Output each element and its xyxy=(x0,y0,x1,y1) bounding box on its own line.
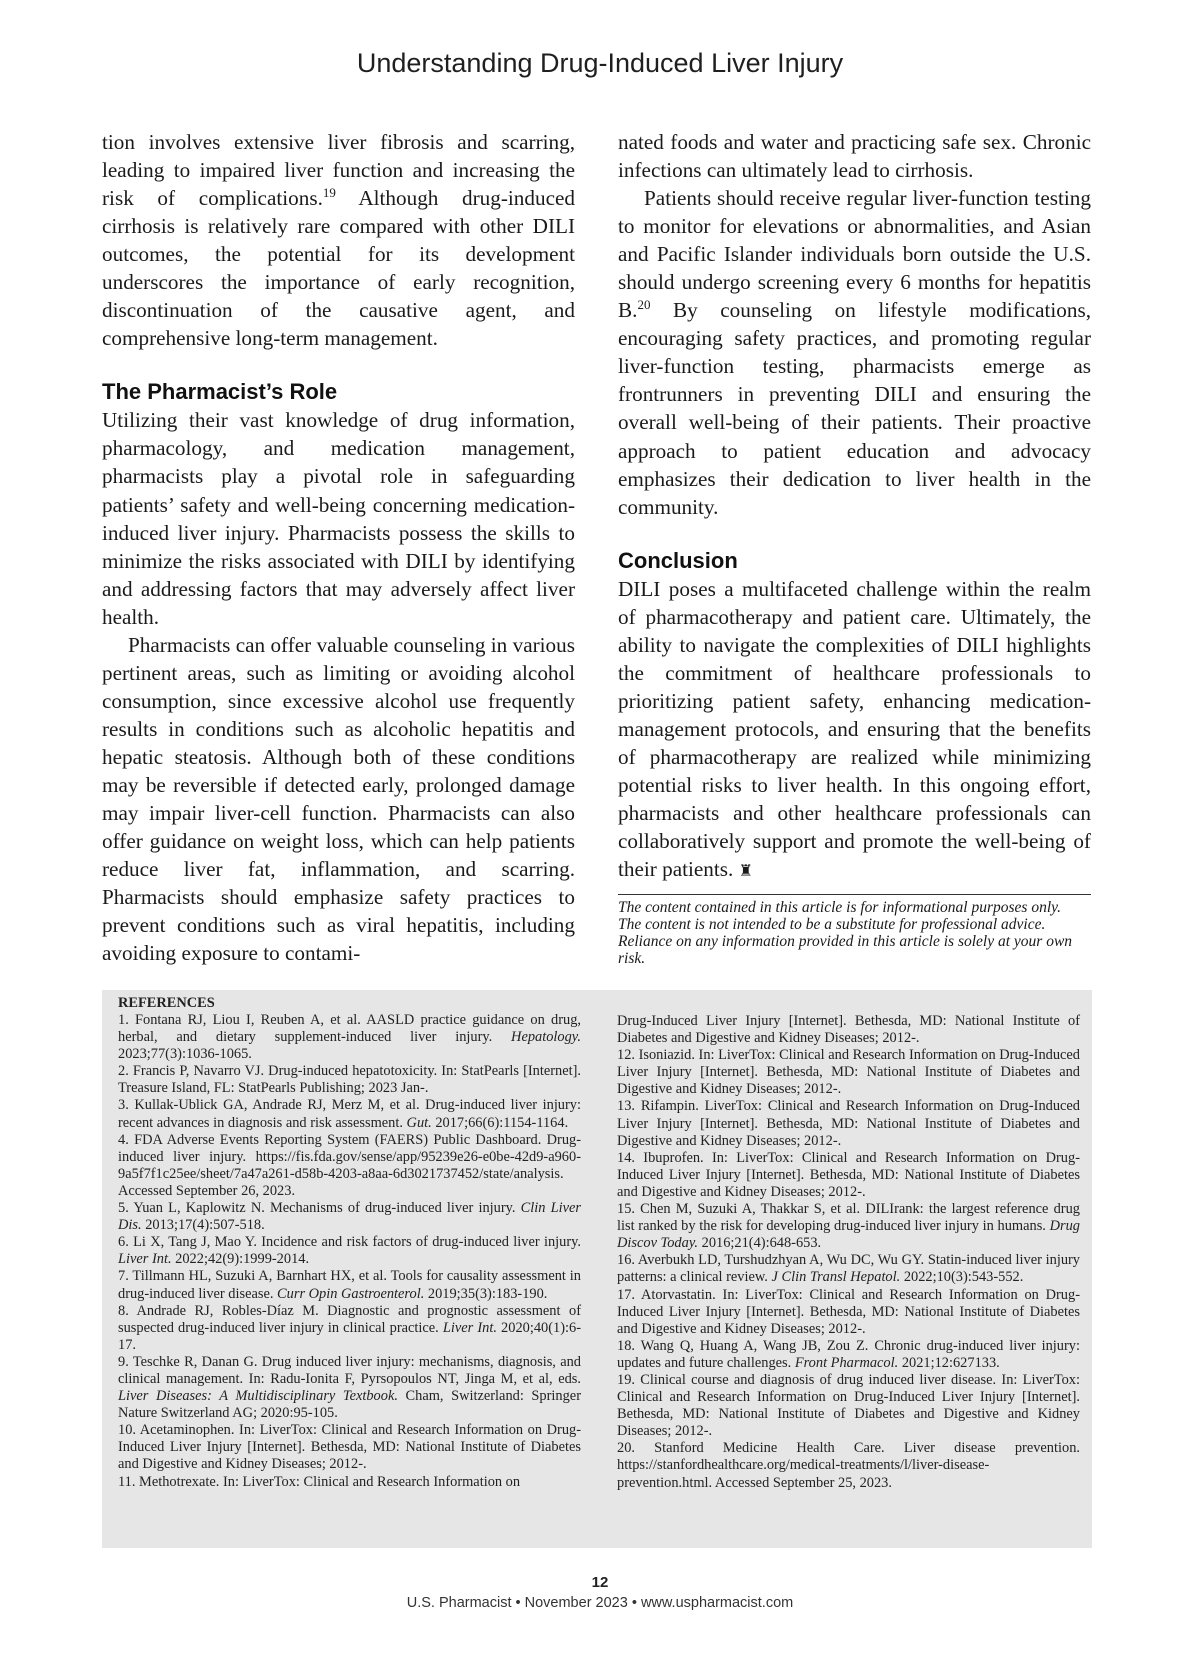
reference-item: 19. Clinical course and diagnosis of drug induced liver disease. In: LiverTox: Clinical and Research Information on Drug-Induced Liver Injury [Internet]. Bethesda, MD: National Institute of Diabetes and Digestive and Kidney Diseases; 2012-. xyxy=(617,1371,1080,1440)
reference-item-continued: Drug-Induced Liver Injury [Internet]. Bethesda, MD: National Institute of Diabetes and Digestive and Kidney Diseases; 2012-. xyxy=(617,1013,1080,1047)
reference-item: 16. Averbukh LD, Turshudzhyan A, Wu DC, Wu GY. Statin-induced liver injury patterns: a clinical review. J Clin Transl Hepatol. 2022;10(3):543-552. xyxy=(617,1252,1080,1286)
article-right-column xyxy=(618,128,1091,967)
references-title: REFERENCES xyxy=(118,995,215,1011)
running-head-title: Understanding Drug-Induced Liver Injury xyxy=(356,48,844,78)
reference-item: 2. Francis P, Navarro VJ. Drug-induced hepatotoxicity. In: StatPearls [Internet]. Treasure Island, FL: StatPearls Publishing; 2023 Jan-. xyxy=(118,1063,581,1097)
reference-item: 1. Fontana RJ, Liou I, Reuben A, et al. AASLD practice guidance on drug, herbal, and dietary supplement-induced liver injury. Hepatology. 2023;77(3):1036-1065. xyxy=(118,1012,581,1063)
references-box xyxy=(102,990,1092,1548)
reference-item: 9. Teschke R, Danan G. Drug induced liver injury: mechanisms, diagnosis, and clinical management. In: Radu-Ionita F, Pyrsopoulos NT, Jinga M, et al, eds. Liver Diseases: A Multidisciplinary Textbook. Cham, Switzerland: Springer Nature Switzerland AG; 2020:95-105. xyxy=(118,1353,581,1422)
reference-item: 10. Acetaminophen. In: LiverTox: Clinical and Research Information on Drug-Induced Liver Injury [Internet]. Bethesda, MD: National Institute of Diabetes and Digestive and Kidney Diseases; 2012-. xyxy=(118,1422,581,1473)
body-paragraph: nated foods and water and practicing safe sex. Chronic infections can ultimately lead to cirrhosis. xyxy=(618,130,1091,183)
reference-item: 20. Stanford Medicine Health Care. Liver disease prevention. https://stanfordhealthcare.org/medical-treatments/l/liver-disease-prevention.html. Accessed September 25, 2023. xyxy=(617,1440,1080,1491)
references-right-column xyxy=(617,1013,1080,1492)
references-left-column xyxy=(118,994,581,1491)
body-paragraph: DILI poses a multifaceted challenge within the realm of pharmacotherapy and patient care. Ultimately, the ability to navigate the complexities of DILI highlights the commitment of healthcare professionals to prioritizing patient safety, enhancing medication-management protocols, and ensuring that the benefits of pharmacotherapy are realized while minimizing potential risks to liver health. In this ongoing effort, pharmacists and other healthcare professionals can collaboratively support and promote the well-being of their patients. ♜ xyxy=(618,576,1091,882)
end-of-article-icon: ♜ xyxy=(738,863,753,881)
body-paragraph: Utilizing their vast knowledge of drug information, pharmacology, and medication management, pharmacists play a pivotal role in safeguarding patients’ safety and well-being concerning medication-induced liver injury. Pharmacists possess the skills to minimize the risks associated with DILI by identifying and addressing factors that may adversely affect liver health. xyxy=(102,408,575,629)
body-paragraph: tion involves extensive liver fibrosis and scarring, leading to impaired liver function and increasing the risk of complications.$^{19}$ Although drug-induced cirrhosis is relatively rare compared with other DILI outcomes, the potential for its development underscores the importance of early recognition, discontinuation of the causative agent, and comprehensive long-term management. xyxy=(102,130,575,351)
reference-item: 11. Methotrexate. In: LiverTox: Clinical and Research Information on xyxy=(118,1473,521,1490)
reference-item: 7. Tillmann HL, Suzuki A, Barnhart HX, et al. Tools for causality assessment in drug-induced liver disease. Curr Opin Gastroenterol. 2019;35(3):183-190. xyxy=(118,1268,581,1302)
citation-superscript: 19 xyxy=(322,185,336,201)
publication-footer: U.S. Pharmacist • November 2023 • www.uspharmacist.com xyxy=(406,1595,794,1611)
reference-item: 6. Li X, Tang J, Mao Y. Incidence and risk factors of drug-induced liver injury. Liver Int. 2022;42(9):1999-2014. xyxy=(118,1234,581,1268)
reference-item: 4. FDA Adverse Events Reporting System (FAERS) Public Dashboard. Drug-induced liver injury. https://fis.fda.gov/sense/app/95239e26-e0be-42d9-a960-9a5f7f1c25ee/sheet/7a47a261-d58b-4203-a8aa-6d3021737452/state/analysis. Accessed September 26, 2023. xyxy=(118,1131,581,1199)
disclaimer: The content contained in this article is for informational purposes only. The content is not intended to be a substitute for professional advice. Reliance on any information provided in this article is solely at your own risk. xyxy=(618,894,1091,967)
article-left-column xyxy=(102,128,575,967)
citation-superscript: 20 xyxy=(637,297,651,313)
reference-item: 12. Isoniazid. In: LiverTox: Clinical and Research Information on Drug-Induced Liver Injury [Internet]. Bethesda, MD: National Institute of Diabetes and Digestive and Kidney Diseases; 2012-. xyxy=(617,1047,1080,1098)
section-heading-conclusion: Conclusion xyxy=(618,547,738,573)
reference-item: 17. Atorvastatin. In: LiverTox: Clinical and Research Information on Drug-Induced Liver Injury [Internet]. Bethesda, MD: National Institute of Diabetes and Digestive and Kidney Diseases; 2012-. xyxy=(617,1286,1080,1337)
reference-item: 5. Yuan L, Kaplowitz N. Mechanisms of drug-induced liver injury. Clin Liver Dis. 2013;17(4):507-518. xyxy=(118,1200,582,1234)
body-paragraph: Patients should receive regular liver-function testing to monitor for elevations or abnormalities, and Asian and Pacific Islander individuals born outside the U.S. should undergo screening every 6 months for hepatitis B.$^{20}$ By counseling on lifestyle modifications, encouraging safety practices, and promoting regular liver-function testing, pharmacists emerge as frontrunners in preventing DILI and ensuring the overall well-being of their patients. Their proactive approach to patient education and advocacy emphasizes their dedication to liver health in the community. xyxy=(618,186,1091,519)
reference-item: 15. Chen M, Suzuki A, Thakkar S, et al. DILIrank: the largest reference drug list ranked by the risk for developing drug-induced liver injury in humans. Drug Discov Today. 2016;21(4):648-653. xyxy=(617,1201,1080,1252)
reference-item: 13. Rifampin. LiverTox: Clinical and Research Information on Drug-Induced Liver Injury [Internet]. Bethesda, MD: National Institute of Diabetes and Digestive and Kidney Diseases; 2012-. xyxy=(617,1098,1080,1149)
reference-item: 14. Ibuprofen. In: LiverTox: Clinical and Research Information on Drug-Induced Liver Injury [Internet]. Bethesda, MD: National Institute of Diabetes and Digestive and Kidney Diseases; 2012-. xyxy=(617,1149,1080,1200)
page-number: 12 xyxy=(591,1574,609,1591)
body-paragraph: Pharmacists can offer valuable counseling in various pertinent areas, such as limiting or avoiding alcohol consumption, since excessive alcohol use frequently results in conditions such as alcoholic hepatitis and hepatic steatosis. Although both of these conditions may be reversible if detected early, prolonged damage may impair liver-cell function. Pharmacists can also offer guidance on weight loss, which can help patients reduce liver fat, inflammation, and scarring. Pharmacists should emphasize safety practices to prevent conditions such as viral hepatitis, including avoiding exposure to contami- xyxy=(102,632,575,966)
section-heading-pharmacists-role: The Pharmacist’s Role xyxy=(102,379,338,405)
reference-item: 3. Kullak-Ublick GA, Andrade RJ, Merz M, et al. Drug-induced liver injury: recent advances in diagnosis and risk assessment. Gut. 2017;66(6):1154-1164. xyxy=(118,1097,581,1131)
reference-item: 8. Andrade RJ, Robles-Díaz M. Diagnostic and prognostic assessment of suspected drug-induced liver injury in clinical practice. Liver Int. 2020;40(1):6-17. xyxy=(118,1302,581,1353)
reference-item: 18. Wang Q, Huang A, Wang JB, Zou Z. Chronic drug-induced liver injury: updates and future challenges. Front Pharmacol. 2021;12:627133. xyxy=(617,1337,1080,1371)
